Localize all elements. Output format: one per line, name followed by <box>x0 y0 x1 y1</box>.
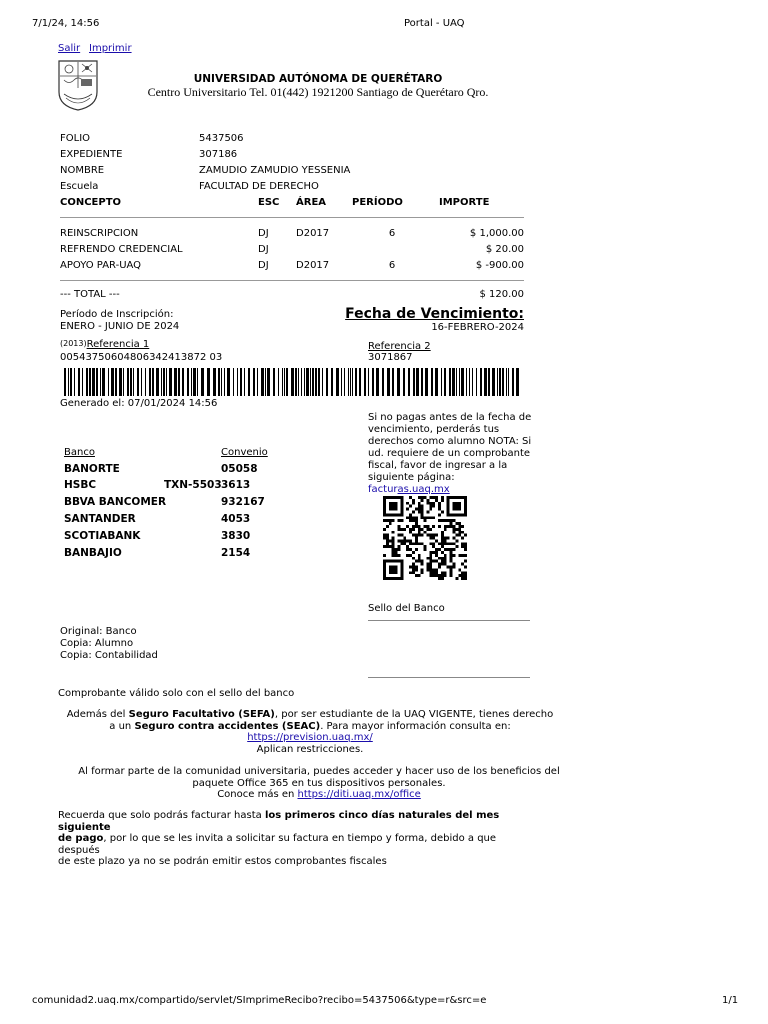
expediente-label: EXPEDIENTE <box>60 149 123 160</box>
copy-alumno: Copia: Alumno <box>60 638 134 649</box>
qr-code-image <box>383 496 467 580</box>
bank-name: HSBC <box>64 479 97 491</box>
col-importe: IMPORTE <box>439 197 490 208</box>
periodo-label: Período de Inscripción: <box>60 309 174 320</box>
warning-note <box>368 412 534 496</box>
bank-convenio: 3613 <box>221 479 251 491</box>
bank-name: BANBAJIO <box>64 547 122 559</box>
folio-value: 5437506 <box>199 133 244 144</box>
facturas-link[interactable]: facturas.uaq.mx <box>368 484 450 495</box>
row-area: D2017 <box>296 260 330 271</box>
total-label: --- TOTAL --- <box>60 289 120 300</box>
prevision-link[interactable]: https://prevision.uaq.mx/ <box>247 732 373 743</box>
col-esc: ESC <box>258 197 280 208</box>
copy-contabilidad: Copia: Contabilidad <box>60 650 158 661</box>
warning-text: Si no pagas antes de la fecha de vencimiento, perderás tus derechos como alumno NOTA: Si ud. requiere de un comprobante fiscal, favor de ingresar a la siguiente página: <box>368 412 532 483</box>
print-page-title: Portal - UAQ <box>404 18 465 29</box>
row-concepto: REINSCRIPCION <box>60 228 139 239</box>
nombre-label: NOMBRE <box>60 165 105 176</box>
vencimiento-value: 16-FEBRERO-2024 <box>431 322 524 333</box>
comprobante-note: Comprobante válido solo con el sello del banco <box>58 688 295 699</box>
factura-note: Recuerda que solo podrás facturar hasta los primeros cinco días naturales del mes siguiente de pago, por lo que se les invita a solicitar su factura en tiempo y forma, debido a que después de este plazo ya no se podrán emitir estos comprobantes fiscales <box>58 810 500 867</box>
exit-link[interactable]: Salir <box>58 43 81 54</box>
row-importe: $ 1,000.00 <box>469 228 524 239</box>
office-note: Al formar parte de la comunidad universitaria, puedes acceder y hacer uso de los beneficios del paquete Office 365 en tus dispositivos personales. Conoce más en https://diti.uaq.mx/office <box>78 766 560 800</box>
print-datetime: 7/1/24, 14:56 <box>32 18 100 29</box>
row-concepto: REFRENDO CREDENCIAL <box>60 244 183 255</box>
sello-line-bottom <box>368 677 530 678</box>
row-importe: $ 20.00 <box>485 244 524 255</box>
row-esc: DJ <box>258 244 269 255</box>
footer-url: comunidad2.uaq.mx/compartido/servlet/SImprimeRecibo?recibo=5437506&type=r&src=e <box>32 995 487 1006</box>
bank-name: BBVA BANCOMER <box>64 496 167 508</box>
footer-page-number: 1/1 <box>722 995 739 1006</box>
sello-line-top <box>368 620 530 621</box>
expediente-value: 307186 <box>199 149 238 160</box>
generado-text: Generado el: 07/01/2024 14:56 <box>60 398 218 409</box>
total-value: $ 120.00 <box>479 289 524 300</box>
referencia1-value: 00543750604806342413872 03 <box>60 352 223 363</box>
university-address: Centro Universitario Tel. 01(442) 1921200 Santiago de Querétaro Qro. <box>147 85 489 99</box>
sello-label: Sello del Banco <box>368 603 445 614</box>
col-area: ÁREA <box>296 197 327 208</box>
referencia1-label: Referencia 1 <box>86 339 150 350</box>
col-concepto: CONCEPTO <box>60 197 122 208</box>
bank-convenio: 932167 <box>221 496 265 508</box>
row-concepto: APOYO PAR-UAQ <box>60 260 142 271</box>
referencia2-label: Referencia 2 <box>368 341 431 352</box>
referencia2-value: 3071867 <box>368 352 413 363</box>
escuela-value: FACULTAD DE DERECHO <box>199 181 319 192</box>
office-link[interactable]: https://diti.uaq.mx/office <box>297 789 421 800</box>
col-periodo: PERÍODO <box>352 197 403 208</box>
uaq-seal-logo <box>56 58 100 112</box>
bank-convenio: 3830 <box>221 530 251 542</box>
bank-convenio: 05058 <box>221 463 258 475</box>
bank-name: BANORTE <box>64 463 120 475</box>
bank-name: SCOTIABANK <box>64 530 141 542</box>
periodo-value: ENERO - JUNIO DE 2024 <box>60 321 180 332</box>
convenio-header: Convenio <box>221 447 268 458</box>
bank-extra: TXN-5503 <box>164 479 222 491</box>
referencia1-block <box>60 339 149 350</box>
copy-original: Original: Banco <box>60 626 137 637</box>
row-importe: $ -900.00 <box>475 260 524 271</box>
print-link[interactable]: Imprimir <box>89 43 132 54</box>
row-periodo: 6 <box>388 260 396 271</box>
bank-header: Banco <box>64 447 95 458</box>
table-total-divider <box>60 280 524 281</box>
table-header-divider <box>60 217 524 218</box>
bank-name: SANTANDER <box>64 513 136 525</box>
seguro-note: Además del Seguro Facultativo (SEFA), por ser estudiante de la UAQ VIGENTE, tienes derecho a un Seguro contra accidentes (SEAC). Para mayor información consulta en: https://prevision.uaq.mx/ Aplican restricciones. <box>66 709 554 755</box>
bank-convenio: 4053 <box>221 513 251 525</box>
row-esc: DJ <box>258 228 269 239</box>
university-name: UNIVERSIDAD AUTÓNOMA DE QUERÉTARO <box>193 73 443 85</box>
row-esc: DJ <box>258 260 269 271</box>
row-periodo: 6 <box>388 228 396 239</box>
row-area: D2017 <box>296 228 330 239</box>
nombre-value: ZAMUDIO ZAMUDIO YESSENIA <box>199 165 351 176</box>
folio-label: FOLIO <box>60 133 91 144</box>
bank-convenio: 2154 <box>221 547 251 559</box>
vencimiento-label: Fecha de Vencimiento: <box>345 306 524 322</box>
barcode-image <box>64 368 520 396</box>
referencia1-prefix: (2013) <box>60 339 87 348</box>
escuela-label: Escuela <box>60 181 99 192</box>
